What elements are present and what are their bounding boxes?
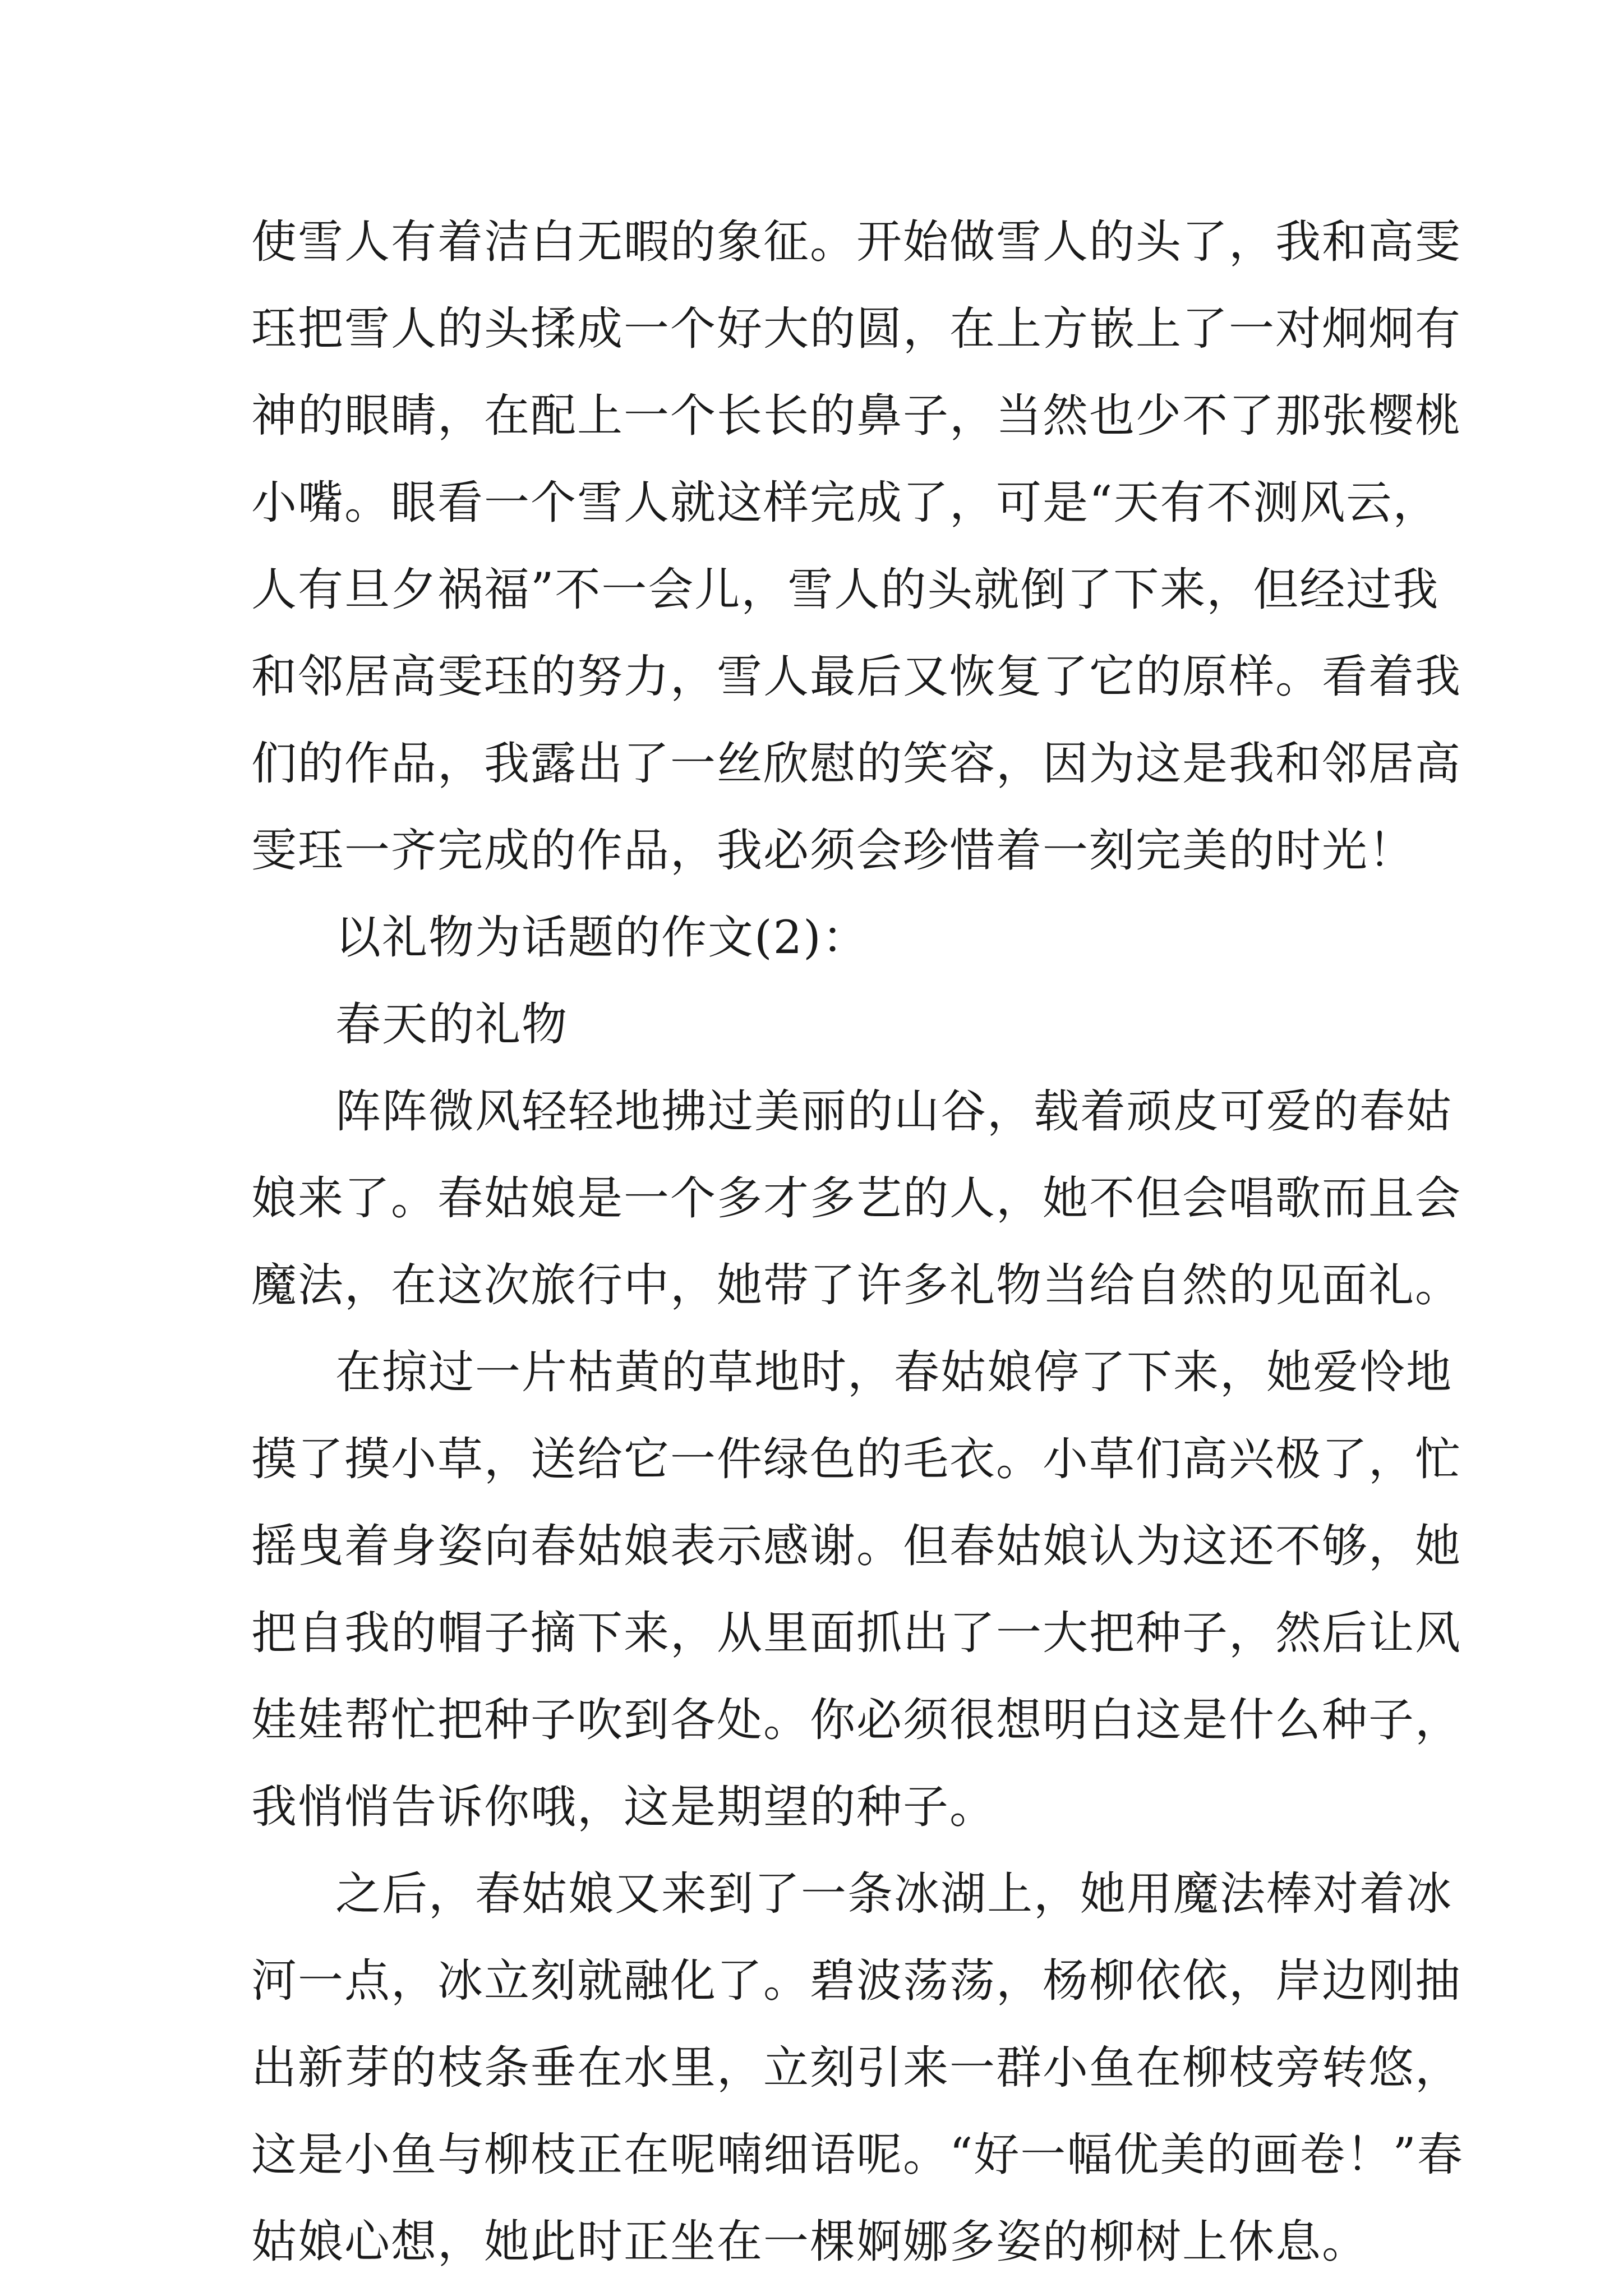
essay-subtitle: 以礼物为话题的作文(2)： [335, 912, 869, 964]
text-line-16: 摇曳着身姿向春姑娘表示感谢。但春姑娘认为这还不够，她 [251, 1520, 1462, 1573]
text-line-11: 阵阵微风轻轻地拂过美丽的山谷，载着顽皮可爱的春姑 [335, 1085, 1453, 1138]
text-line-2: 珏把雪人的头揉成一个好大的圆，在上方嵌上了一对炯炯有 [251, 303, 1462, 356]
text-line-3: 神的眼睛，在配上一个长长的鼻子，当然也少不了那张樱桃 [251, 390, 1462, 443]
essay-title: 春天的礼物 [335, 999, 569, 1051]
text-line-22: 出新芽的枝条垂在水里，立刻引来一群小鱼在柳枝旁转悠， [251, 2042, 1462, 2095]
text-line-13: 魔法，在这次旅行中，她带了许多礼物当给自然的见面礼。 [251, 1259, 1462, 1312]
text-line-20: 之后，春姑娘又来到了一条冰湖上，她用魔法棒对着冰 [335, 1868, 1453, 1921]
text-line-23: 这是小鱼与柳枝正在呢喃细语呢。“好一幅优美的画卷！”春 [251, 2129, 1464, 2182]
text-line-8: 雯珏一齐完成的作品，我必须会珍惜着一刻完美的时光！ [251, 825, 1415, 877]
text-line-1: 使雪人有着洁白无暇的象征。开始做雪人的头了，我和高雯 [251, 216, 1462, 269]
body-text [251, 199, 1464, 2286]
text-line-4: 小嘴。眼看一个雪人就这样完成了，可是“天有不测风云， [251, 477, 1440, 530]
text-line-12: 娘来了。春姑娘是一个多才多艺的人，她不但会唱歌而且会 [251, 1172, 1462, 1225]
text-line-5: 人有旦夕祸福”不一会儿，雪人的头就倒了下来，但经过我 [251, 564, 1440, 616]
text-line-14: 在掠过一片枯黄的草地时，春姑娘停了下来，她爱怜地 [335, 1346, 1453, 1399]
text-line-7: 们的作品，我露出了一丝欣慰的笑容，因为这是我和邻居高 [251, 738, 1462, 790]
text-line-24: 姑娘心想，她此时正坐在一棵婀娜多姿的柳树上休息。 [251, 2216, 1369, 2269]
text-line-21: 河一点，冰立刻就融化了。碧波荡荡，杨柳依依，岸边刚抽 [251, 1955, 1462, 2008]
text-line-18: 娃娃帮忙把种子吹到各处。你必须很想明白这是什么种子， [251, 1694, 1462, 1747]
text-line-6: 和邻居高雯珏的努力，雪人最后又恢复了它的原样。看着我 [251, 651, 1462, 703]
text-line-15: 摸了摸小草，送给它一件绿色的毛衣。小草们高兴极了，忙 [251, 1433, 1462, 1486]
text-line-17: 把自我的帽子摘下来，从里面抓出了一大把种子，然后让风 [251, 1607, 1462, 1660]
text-line-19: 我悄悄告诉你哦，这是期望的种子。 [251, 1781, 997, 1834]
